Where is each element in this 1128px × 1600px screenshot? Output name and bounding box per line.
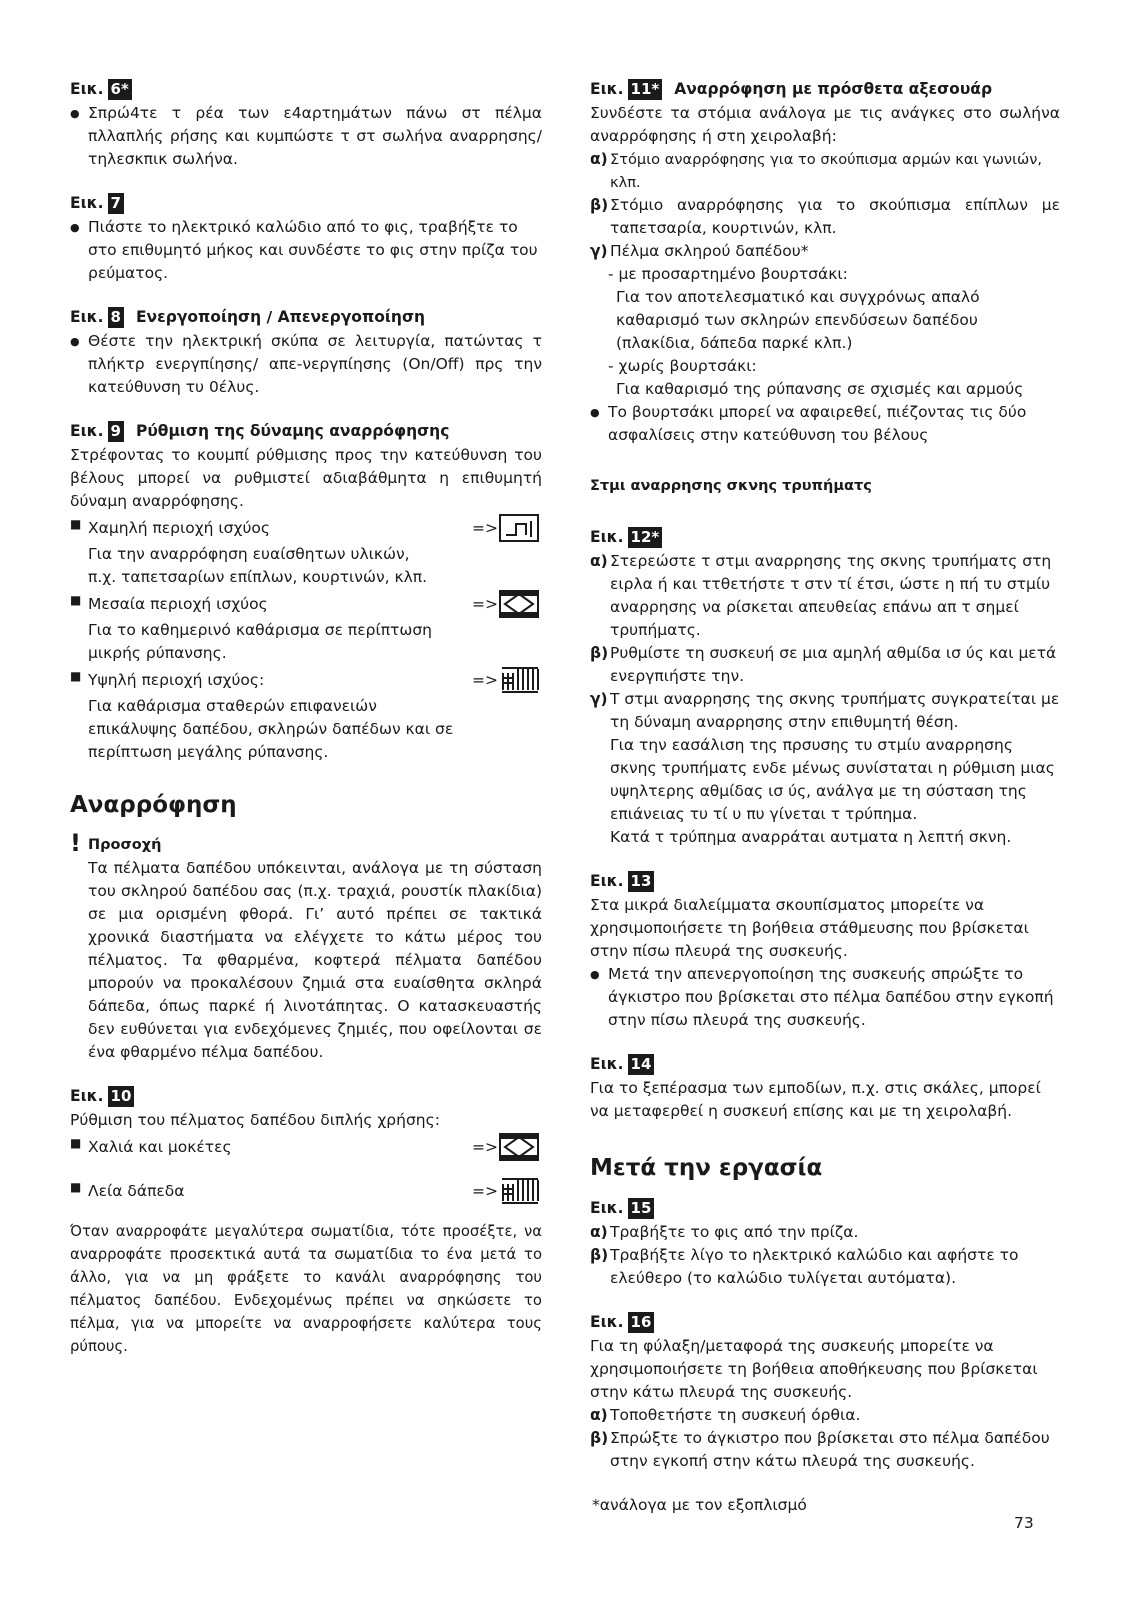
bullet-text: ● Μετά την απενεργοποίηση της συσκευής σπρώξτε το άγκιστρο που βρίσκεται στο πέλμα δαπέδου στην εγκοπή στην πίσω πλευρά της συσκευής. — [590, 963, 1060, 1032]
power-item-medium: ■ Μεσαία περιοχή ισχύος => — [70, 589, 542, 619]
section-fig-6 — [70, 78, 542, 171]
parking-aid-text: Στα μικρά διαλείμματα σκουπίσματος μπορείτε να χρησιμοποιήσετε τη βοήθεια στάθμευσης που βρίσκεται στην πίσω πλευρά της συσκευής. — [590, 896, 1029, 960]
arrow: => — [472, 1181, 498, 1200]
section-heading-suction: Αναρρόφηση — [70, 792, 237, 818]
bullet-text: ● Το βουρτσάκι μπορεί να αφαιρεθεί, πιέζοντας τις δύο ασφαλίσεις στην κατεύθυνση του βέλους — [590, 401, 1060, 447]
figure-number: 16 — [628, 1312, 655, 1333]
figure-heading: Εικ. 13 — [590, 870, 1060, 893]
sub-item-with-brush: - με προσαρτημένο βουρτσάκι: — [608, 265, 848, 283]
figure-heading: Εικ. 10 — [70, 1085, 542, 1108]
medium-power-icon — [498, 589, 542, 619]
section-fig-15 — [590, 1197, 1060, 1290]
figure-heading: Εικ. 7 — [70, 192, 542, 215]
bullet-text: ● Θέστε την ηλεκτρική σκύπα σε λειτυργία, πατώντας τ πλήκτρ ενεργπίησης/ απε-νεργπίησης (On/Off) πρς την κατεύθυνση τυ 0έλυς. — [70, 330, 542, 399]
page-number: 73 — [1014, 1514, 1034, 1532]
list-item-g-more: Για την εασάλιση της πρσυσης τυ στμίυ αναρρησης σκνης τρυπήματς ενδε μένως συνίσταται η ρύθμιση μιας υψηλτερης αθμίδας ισ ύς, ανάλγα με τη σύσταση της επιάνειας τυ τί υ πυ γίνεται τ τρύπημα. — [610, 736, 1055, 823]
power-item-low-desc: Για την αναρρόφηση ευαίσθητων υλικών, π.χ. ταπετσαρίων επίπλων, κουρτινών, κλπ. — [88, 545, 428, 586]
figure-number: 12* — [628, 527, 663, 548]
section-fig-8 — [70, 306, 542, 399]
sub-item-with-brush-desc: Για τον αποτελεσματικό και συγχρόνως απαλό καθαρισμό των σκληρών επενδύσεων δαπέδου (πλακίδια, δάπεδα παρκέ κλπ.) — [616, 288, 980, 352]
section-fig-10 — [70, 1085, 542, 1206]
footnote: *ανάλογα με τον εξοπλισμό — [592, 1496, 807, 1514]
list-item-a: α) Στερεώστε τ στμι αναρρησης της σκνης τρυπήματς στη ειρλα ή και ττθετήστε τ στν τί έτσι, ώστε η πή τυ στμίυ αναρρησης να ρίσκεται απευθείας επάνω απ τ σημεί τρυπήματς. — [590, 552, 1052, 639]
hard-floor-setting-icon — [498, 1176, 542, 1206]
drill-dust-nozzle-title: Στμι αναρρησης σκνης τρυπήματς — [590, 478, 872, 494]
figure-heading: Εικ. 16 — [590, 1311, 1060, 1334]
section-fig-11 — [590, 78, 1060, 447]
carpet-setting-icon — [498, 1132, 542, 1162]
section-fig-14 — [590, 1053, 1060, 1123]
section-fig-13 — [590, 870, 1060, 1032]
warning-exclamation-icon: ! — [70, 829, 81, 857]
intro-text: Στρέφοντας το κουμπί ρύθμισης προς την κατεύθυνση του βέλους μπορεί να ρυθμιστεί αδιαβάθμητα η επιθυμητή δύναμη αναρρόφησης. — [70, 446, 542, 510]
section-title: Ρύθμιση της δύναμης αναρρόφησης — [135, 422, 450, 440]
section-fig-9 — [70, 420, 542, 764]
warning-text: Τα πέλματα δαπέδου υπόκεινται, ανάλογα με τη σύσταση του σκληρού δαπέδου σας (π.χ. τραχιά, ρουστίκ πλακίδια) σε μια ορισμένη φθορά. Γι’ αυτό πρέπει σε τακτικά χρονικά διαστήματα να ελέγχετε το κάτω μέρος του πέλματος. Τα φθαρμένα, κοφτερά πέλματα δαπέδου μπορούν να προκαλέσουν ζημιά στα ευαίσθητα σκληρά δάπεδα, όπως παρκέ ή λινοτάπητας. Ο κατασκευαστής δεν ευθύνεται για ενδεχόμενες ζημιές, που οφείλονται σε ένα φθαρμένο πέλμα δαπέδου. — [88, 859, 542, 1061]
list-item-a: α) Τραβήξτε το φις από την πρίζα. — [590, 1223, 859, 1241]
figure-number: 9 — [108, 421, 124, 442]
list-item-b: β) Τραβήξτε λίγο το ηλεκτρικό καλώδιο και αφήστε το ελεύθερο (το καλώδιο τυλίγεται αυτόματα). — [590, 1246, 1019, 1287]
list-item-b: β) Σπρώξτε το άγκιστρο που βρίσκεται στο πέλμα δαπέδου στην εγκοπή στην κάτω πλευρά της συσκευής. — [590, 1429, 1050, 1470]
carry-text: Για το ξεπέρασμα των εμποδίων, π.χ. στις σκάλες, μπορεί να μεταφερθεί η συσκευή επίσης και με τη χειρολαβή. — [590, 1079, 1041, 1120]
floor-setting-carpet: ■ Χαλιά και μοκέτες => — [70, 1132, 542, 1162]
figure-number: 8 — [108, 307, 124, 328]
power-item-low: ■ Χαμηλή περιοχή ισχύος => — [70, 513, 542, 543]
sub-item-without-brush-desc: Για καθαρισμό της ρύπανσης σε σχισμές και αρμούς — [616, 380, 1024, 398]
list-item-g-last: Κατά τ τρύπημα αναρράται αυτματα η λεπτή σκνη. — [610, 828, 1012, 846]
section-fig-7 — [70, 192, 542, 285]
section-fig-12 — [590, 526, 1060, 849]
bullet-text: ● Σπρώ4τε τ ρέα των ε4αρτημάτων πάνω στ πέλμα πλλαπλής ρήσης και κυμπώστε τ στ σωλήνα αναρρησης/τηλεσκπικ σωλήνα. — [70, 102, 542, 171]
sub-item-without-brush: - χωρίς βουρτσάκι: — [608, 357, 757, 375]
power-item-medium-desc: Για το καθημερινό καθάρισμα σε περίπτωση μικρής ρύπανσης. — [88, 621, 432, 662]
figure-heading: Εικ. 9 Ρύθμιση της δύναμης αναρρόφησης — [70, 422, 450, 440]
arrow: => — [472, 594, 498, 613]
figure-number: 6* — [108, 79, 132, 100]
figure-heading: Εικ. 15 — [590, 1197, 1060, 1220]
figure-number: 11* — [628, 79, 663, 100]
figure-number: 14 — [628, 1054, 655, 1075]
bullet-text: ● Πιάστε το ηλεκτρικό καλώδιο από το φις, τραβήξτε το στο επιθυμητό μήκος και συνδέστε το φις στην πρίζα του ρεύματος. — [70, 216, 542, 285]
figure-number: 13 — [628, 871, 655, 892]
figure-heading: Εικ. 6* — [70, 78, 542, 101]
figure-heading: Εικ. 14 — [590, 1053, 1060, 1076]
list-item-g: γ) Πέλμα σκληρού δαπέδου* — [590, 242, 809, 260]
figure-number: 15 — [628, 1198, 655, 1219]
figure-heading: Εικ. 12* — [590, 526, 1060, 549]
section-title: Ενεργοποίηση / Απενεργοποίηση — [135, 308, 426, 326]
figure-heading: Εικ. 8 Ενεργοποίηση / Απενεργοποίηση — [70, 308, 426, 326]
low-power-icon — [498, 513, 542, 543]
high-power-icon — [498, 665, 542, 695]
warning-title: Προσοχή — [88, 837, 162, 853]
list-item-g: γ) Τ στμι αναρρησης της σκνης τρυπήματς συγκρατείται με τη δύναμη αναρρησης στην επιθυμητή θέση. — [590, 690, 1060, 731]
floor-setting-hard: ■ Λεία δάπεδα => — [70, 1176, 542, 1206]
intro-text: Συνδέστε τα στόμια ανάλογα με τις ανάγκες στο σωλήνα αναρρόφησης ή στη χειρολαβή: — [590, 104, 1060, 145]
power-item-high: ■ Υψηλή περιοχή ισχύος: => — [70, 665, 542, 695]
warning-block — [70, 829, 542, 1064]
section-title: Αναρρόφηση με πρόσθετα αξεσουάρ — [674, 80, 993, 98]
right-column — [590, 78, 1060, 1494]
large-particles-note: Όταν αναρροφάτε μεγαλύτερα σωματίδια, τότε προσέξτε, να αναρροφάτε προσεκτικά αυτά τα σωματίδια το ένα μετά το άλλο, για να μη φράξετε το κανάλι αναρρόφησης του πέλματος δαπέδου. Ενδεχομένως πρέπει να σηκώσετε το πέλμα, για να μπορείτε να αναρροφήσετε καλύτερα τους ρύπους. — [70, 1223, 542, 1355]
arrow: => — [472, 670, 498, 689]
left-column — [70, 78, 542, 1358]
power-item-high-desc: Για καθάρισμα σταθερών επιφανειών επικάλυψης δαπέδου, σκληρών δαπέδων και σε περίπτωση μεγάλης ρύπανσης. — [88, 697, 454, 761]
section-heading-after-work: Μετά την εργασία — [590, 1155, 823, 1181]
list-item-a: α) Στόμιο αναρρόφησης για το σκούπισμα αρμών και γωνιών, κλπ. — [590, 150, 1043, 191]
list-item-b: β) Στόμιο αναρρόφησης για το σκούπισμα επίπλων με ταπετσαρία, κουρτινών, κλπ. — [590, 196, 1060, 237]
section-fig-16 — [590, 1311, 1060, 1473]
figure-number: 7 — [108, 193, 124, 214]
intro-text: Ρύθμιση του πέλματος δαπέδου διπλής χρήσης: — [70, 1111, 440, 1129]
arrow: => — [472, 1137, 498, 1156]
list-item-b: β) Ρυθμίστε τη συσκευή σε μια αμηλή αθμίδα ισ ύς και μετά ενεργπιήστε την. — [590, 644, 1057, 685]
arrow: => — [472, 518, 498, 537]
figure-heading: Εικ. 11* Αναρρόφηση με πρόσθετα αξεσουάρ — [590, 80, 993, 98]
figure-number: 10 — [108, 1086, 135, 1107]
list-item-a: α) Τοποθετήστε τη συσκευή όρθια. — [590, 1406, 861, 1424]
storage-aid-text: Για τη φύλαξη/μεταφορά της συσκευής μπορείτε να χρησιμοποιήσετε τη βοήθεια αποθήκευσης που βρίσκεται στην κάτω πλευρά της συσκευής. — [590, 1337, 1038, 1401]
